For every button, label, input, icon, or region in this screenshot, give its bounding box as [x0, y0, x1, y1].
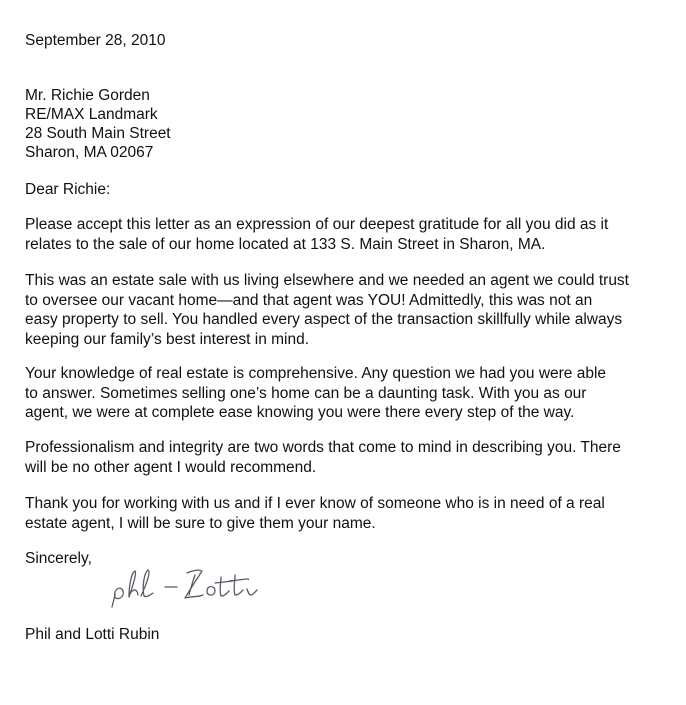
paragraph-line: Professionalism and integrity are two words that come to mind in describing you. There: [25, 439, 621, 456]
paragraph-4: [25, 438, 675, 477]
paragraph-line: relates to the sale of our home located at 133 S. Main Street in Sharon, MA.: [25, 235, 546, 253]
signer-name: Phil and Lotti Rubin: [25, 626, 160, 643]
salutation: Dear Richie:: [25, 181, 111, 198]
recipient-street: 28 South Main Street: [25, 125, 171, 142]
paragraph-1: [25, 215, 675, 254]
paragraph-3: [25, 364, 675, 423]
paragraph-line: Please accept this letter as an expression of our deepest gratitude for all you did as it: [25, 216, 609, 233]
paragraph-line: easy property to sell. You handled every aspect of the transaction skillfully while always: [25, 311, 623, 328]
closing: Sincerely,: [25, 550, 92, 567]
handwritten-signature: [107, 565, 292, 610]
paragraph-line: Your knowledge of real estate is comprehensive. Any question we had you were able: [25, 365, 607, 382]
recipient-city: Sharon, MA 02067: [25, 144, 154, 161]
letter-date: September 28, 2010: [25, 32, 166, 49]
paragraph-2: [25, 271, 675, 349]
paragraph-line: to answer. Sometimes selling one’s home can be a daunting task. With you as our: [25, 384, 587, 402]
signature-image: [107, 565, 292, 610]
paragraph-line: keeping our family’s best interest in mind.: [25, 330, 310, 348]
paragraph-line: to oversee our vacant home—and that agent was YOU! Admittedly, this was not an: [25, 291, 593, 309]
paragraph-5: [25, 494, 675, 533]
paragraph-line: agent, we were at complete ease knowing you were there every step of the way.: [25, 404, 575, 421]
paragraph-line: estate agent, I will be sure to give them your name.: [25, 514, 376, 532]
paragraph-line: will be no other agent I would recommend.: [25, 458, 317, 476]
paragraph-line: This was an estate sale with us living elsewhere and we needed an agent we could trust: [25, 272, 629, 289]
recipient-company: RE/MAX Landmark: [25, 106, 158, 123]
paragraph-line: Thank you for working with us and if I ever know of someone who is in need of a real: [25, 495, 605, 512]
recipient-name: Mr. Richie Gorden: [25, 87, 150, 104]
